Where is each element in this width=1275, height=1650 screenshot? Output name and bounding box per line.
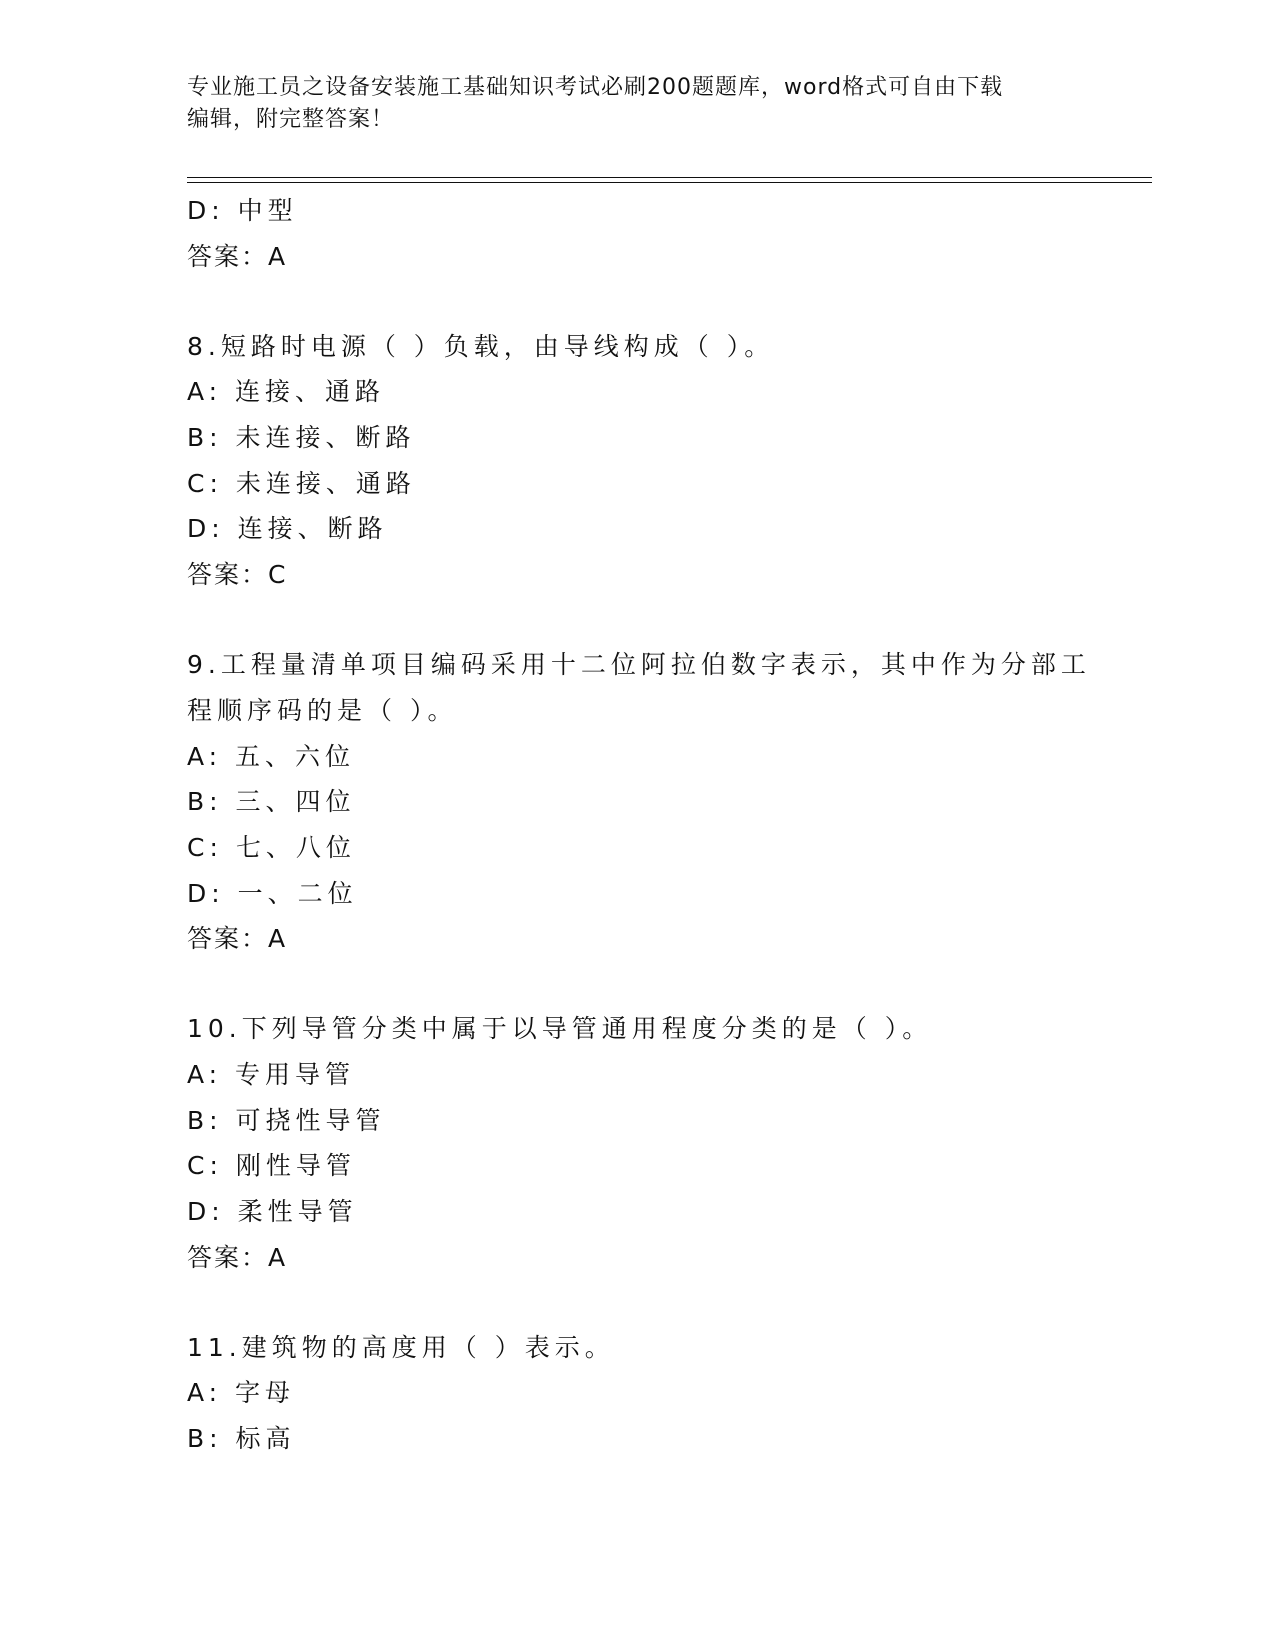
option-b: B: 可挠性导管 (187, 1105, 386, 1135)
question-title-line-1: 9.工程量清单项目编码采用十二位阿拉伯数字表示，其中作为分部工 (187, 650, 1091, 680)
header-title-line-2: 编辑，附完整答案！ (187, 107, 395, 132)
option-d: D: 中型 (187, 196, 298, 225)
answer-line (187, 234, 1087, 280)
answer-label: 答案： (187, 924, 269, 954)
header-divider-top (187, 177, 1152, 178)
answer-value: A (268, 241, 288, 271)
answer-line (187, 916, 1087, 962)
question-list (187, 188, 1091, 1462)
option-c: C: 刚性导管 (187, 1151, 356, 1181)
answer-value: A (268, 924, 288, 954)
option-a: A: 专用导管 (187, 1059, 356, 1089)
option-b: B: 三、四位 (187, 787, 356, 817)
document-header (187, 72, 1067, 136)
option-a: A: 五、六位 (187, 741, 356, 771)
option-b: B: 标高 (187, 1424, 296, 1454)
option-d: D: 一、二位 (187, 878, 358, 908)
answer-label: 答案： (187, 241, 269, 271)
option-a: A: 连接、通路 (187, 377, 386, 407)
question-title: 8.短路时电源（ ）负载，由导线构成（ ）。 (187, 331, 775, 361)
option-d: D: 连接、断路 (187, 514, 388, 544)
question-9 (187, 642, 1091, 962)
option-a: A: 字母 (187, 1378, 296, 1408)
option-d: D: 柔性导管 (187, 1197, 358, 1226)
header-divider-bottom (187, 182, 1152, 183)
question-title: 10.下列导管分类中属于以导管通用程度分类的是（ ）。 (187, 1014, 933, 1044)
answer-value: C (268, 560, 288, 590)
answer-value: A (268, 1242, 288, 1272)
option-c: C: 七、八位 (187, 832, 356, 862)
question-title-line-2: 程顺序码的是（ ）。 (187, 695, 458, 725)
answer-line (187, 552, 1087, 598)
header-title-line-1: 专业施工员之设备安装施工基础知识考试必刷200题题库，word格式可自由下载 (187, 75, 1004, 100)
option-b: B: 未连接、断路 (187, 423, 416, 453)
question-11 (187, 1325, 1087, 1462)
option-c: C: 未连接、通路 (187, 468, 416, 498)
answer-label: 答案： (187, 560, 269, 590)
question-8 (187, 324, 1087, 598)
question-title: 11.建筑物的高度用（ ）表示。 (187, 1332, 615, 1362)
answer-line (187, 1235, 1087, 1281)
answer-label: 答案： (187, 1242, 269, 1272)
question-10 (187, 1006, 1087, 1280)
